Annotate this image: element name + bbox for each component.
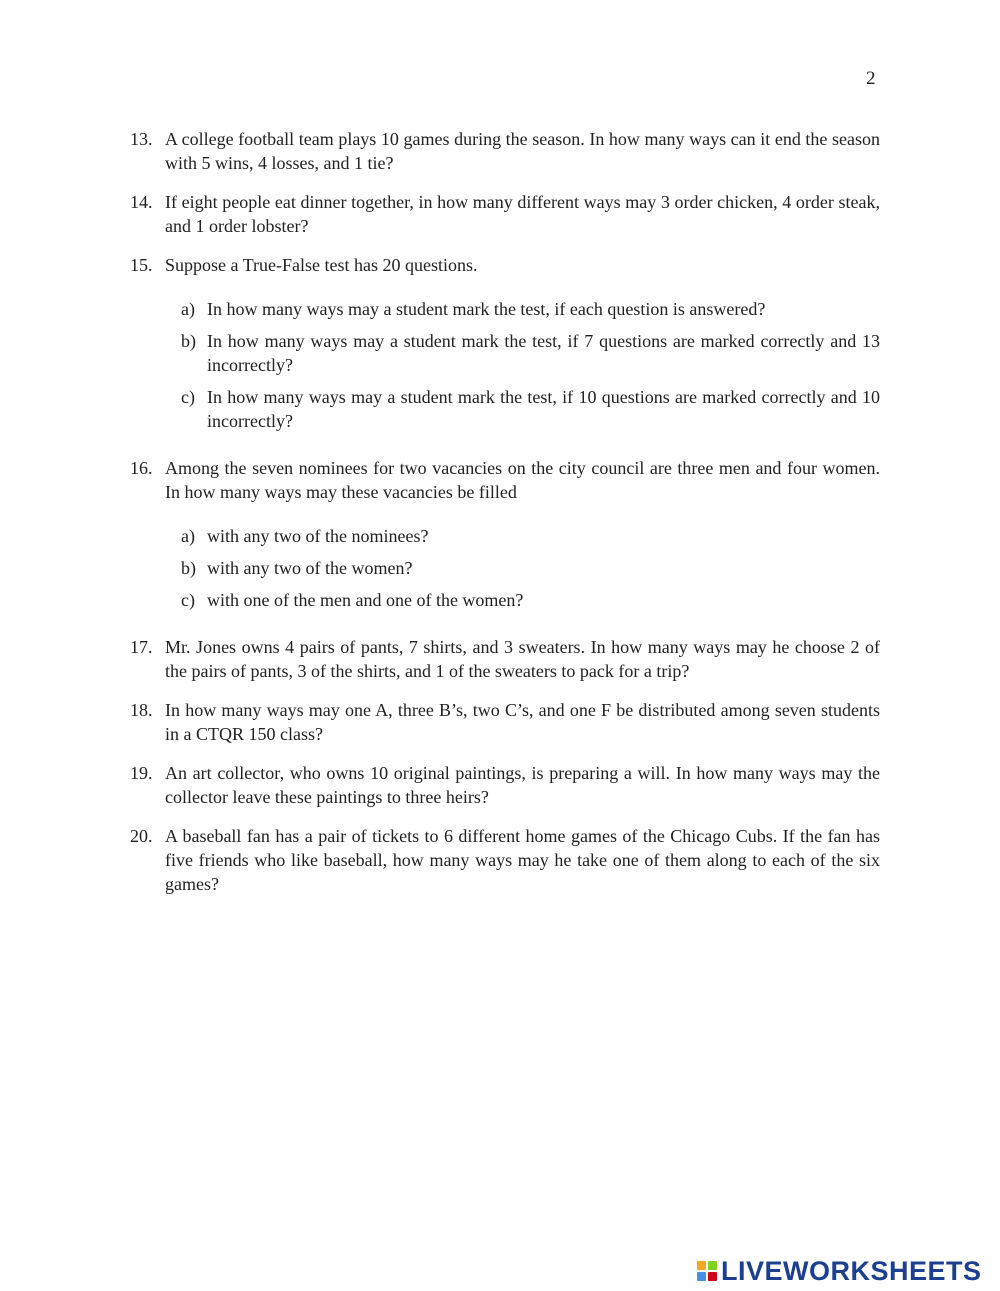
question-text: Mr. Jones owns 4 pairs of pants, 7 shirts, and 3 sweaters. In how many ways may he choose 2 of the pairs of pants, 3 of the shirts, and 1 of the sweaters to pack for a trip? [165,637,880,681]
question-19 [130,761,880,809]
question-text: In how many ways may one A, three B’s, two C’s, and one F be distributed among seven students in a CTQR 150 class? [165,700,880,744]
sub-question-label: b) [181,558,196,578]
logo-square [697,1272,706,1281]
sub-question-text: In how many ways may a student mark the test, if each question is answered? [207,299,766,319]
logo-square [708,1261,717,1270]
sub-question-label: a) [181,526,195,546]
sub-question [181,588,880,612]
sub-question [181,556,880,580]
sub-question-list [181,524,880,612]
question-number: 15. [130,255,153,275]
question-text: If eight people eat dinner together, in how many different ways may 3 order chicken, 4 order steak, and 1 order lobster? [165,192,880,236]
question-text: A baseball fan has a pair of tickets to 6 different home games of the Chicago Cubs. If the fan has five friends who like baseball, how many ways may he take one of them along to each of the six games? [165,826,880,894]
question-number: 18. [130,700,153,720]
brand-name: LIVEWORKSHEETS [721,1255,982,1286]
question-17 [130,635,880,683]
question-number: 14. [130,192,153,212]
question-14 [130,190,880,238]
sub-question-list [181,297,880,433]
question-text: Suppose a True-False test has 20 questions. [165,255,478,275]
sub-question-label: b) [181,331,196,351]
sub-question-text: with one of the men and one of the women? [207,590,524,610]
sub-question-label: c) [181,590,195,610]
question-number: 20. [130,826,153,846]
question-number: 17. [130,637,153,657]
question-text: Among the seven nominees for two vacancies on the city council are three men and four women. In how many ways may these vacancies be filled [165,458,880,502]
liveworksheets-logo-icon [697,1261,717,1281]
question-20 [130,824,880,896]
sub-question-text: In how many ways may a student mark the test, if 10 questions are marked correctly and 10 incorrectly? [207,387,880,431]
sub-question-label: c) [181,387,195,407]
sub-question [181,297,880,321]
logo-square [697,1261,706,1270]
question-list [130,127,880,911]
question-18 [130,698,880,746]
sub-question [181,524,880,548]
liveworksheets-brand[interactable] [697,1254,982,1288]
logo-square [708,1272,717,1281]
question-16 [130,456,880,620]
question-text: An art collector, who owns 10 original paintings, is preparing a will. In how many ways may the collector leave these paintings to three heirs? [165,763,880,807]
sub-question [181,329,880,377]
page-number: 2 [866,68,876,89]
sub-question-label: a) [181,299,195,319]
sub-question-text: with any two of the nominees? [207,526,429,546]
sub-question-text: with any two of the women? [207,558,413,578]
question-number: 19. [130,763,153,783]
sub-question-text: In how many ways may a student mark the test, if 7 questions are marked correctly and 13 incorrectly? [207,331,880,375]
question-number: 16. [130,458,153,478]
question-text: A college football team plays 10 games during the season. In how many ways can it end the season with 5 wins, 4 losses, and 1 tie? [165,129,880,173]
sub-question [181,385,880,433]
question-15 [130,253,880,441]
question-13 [130,127,880,175]
question-number: 13. [130,129,153,149]
